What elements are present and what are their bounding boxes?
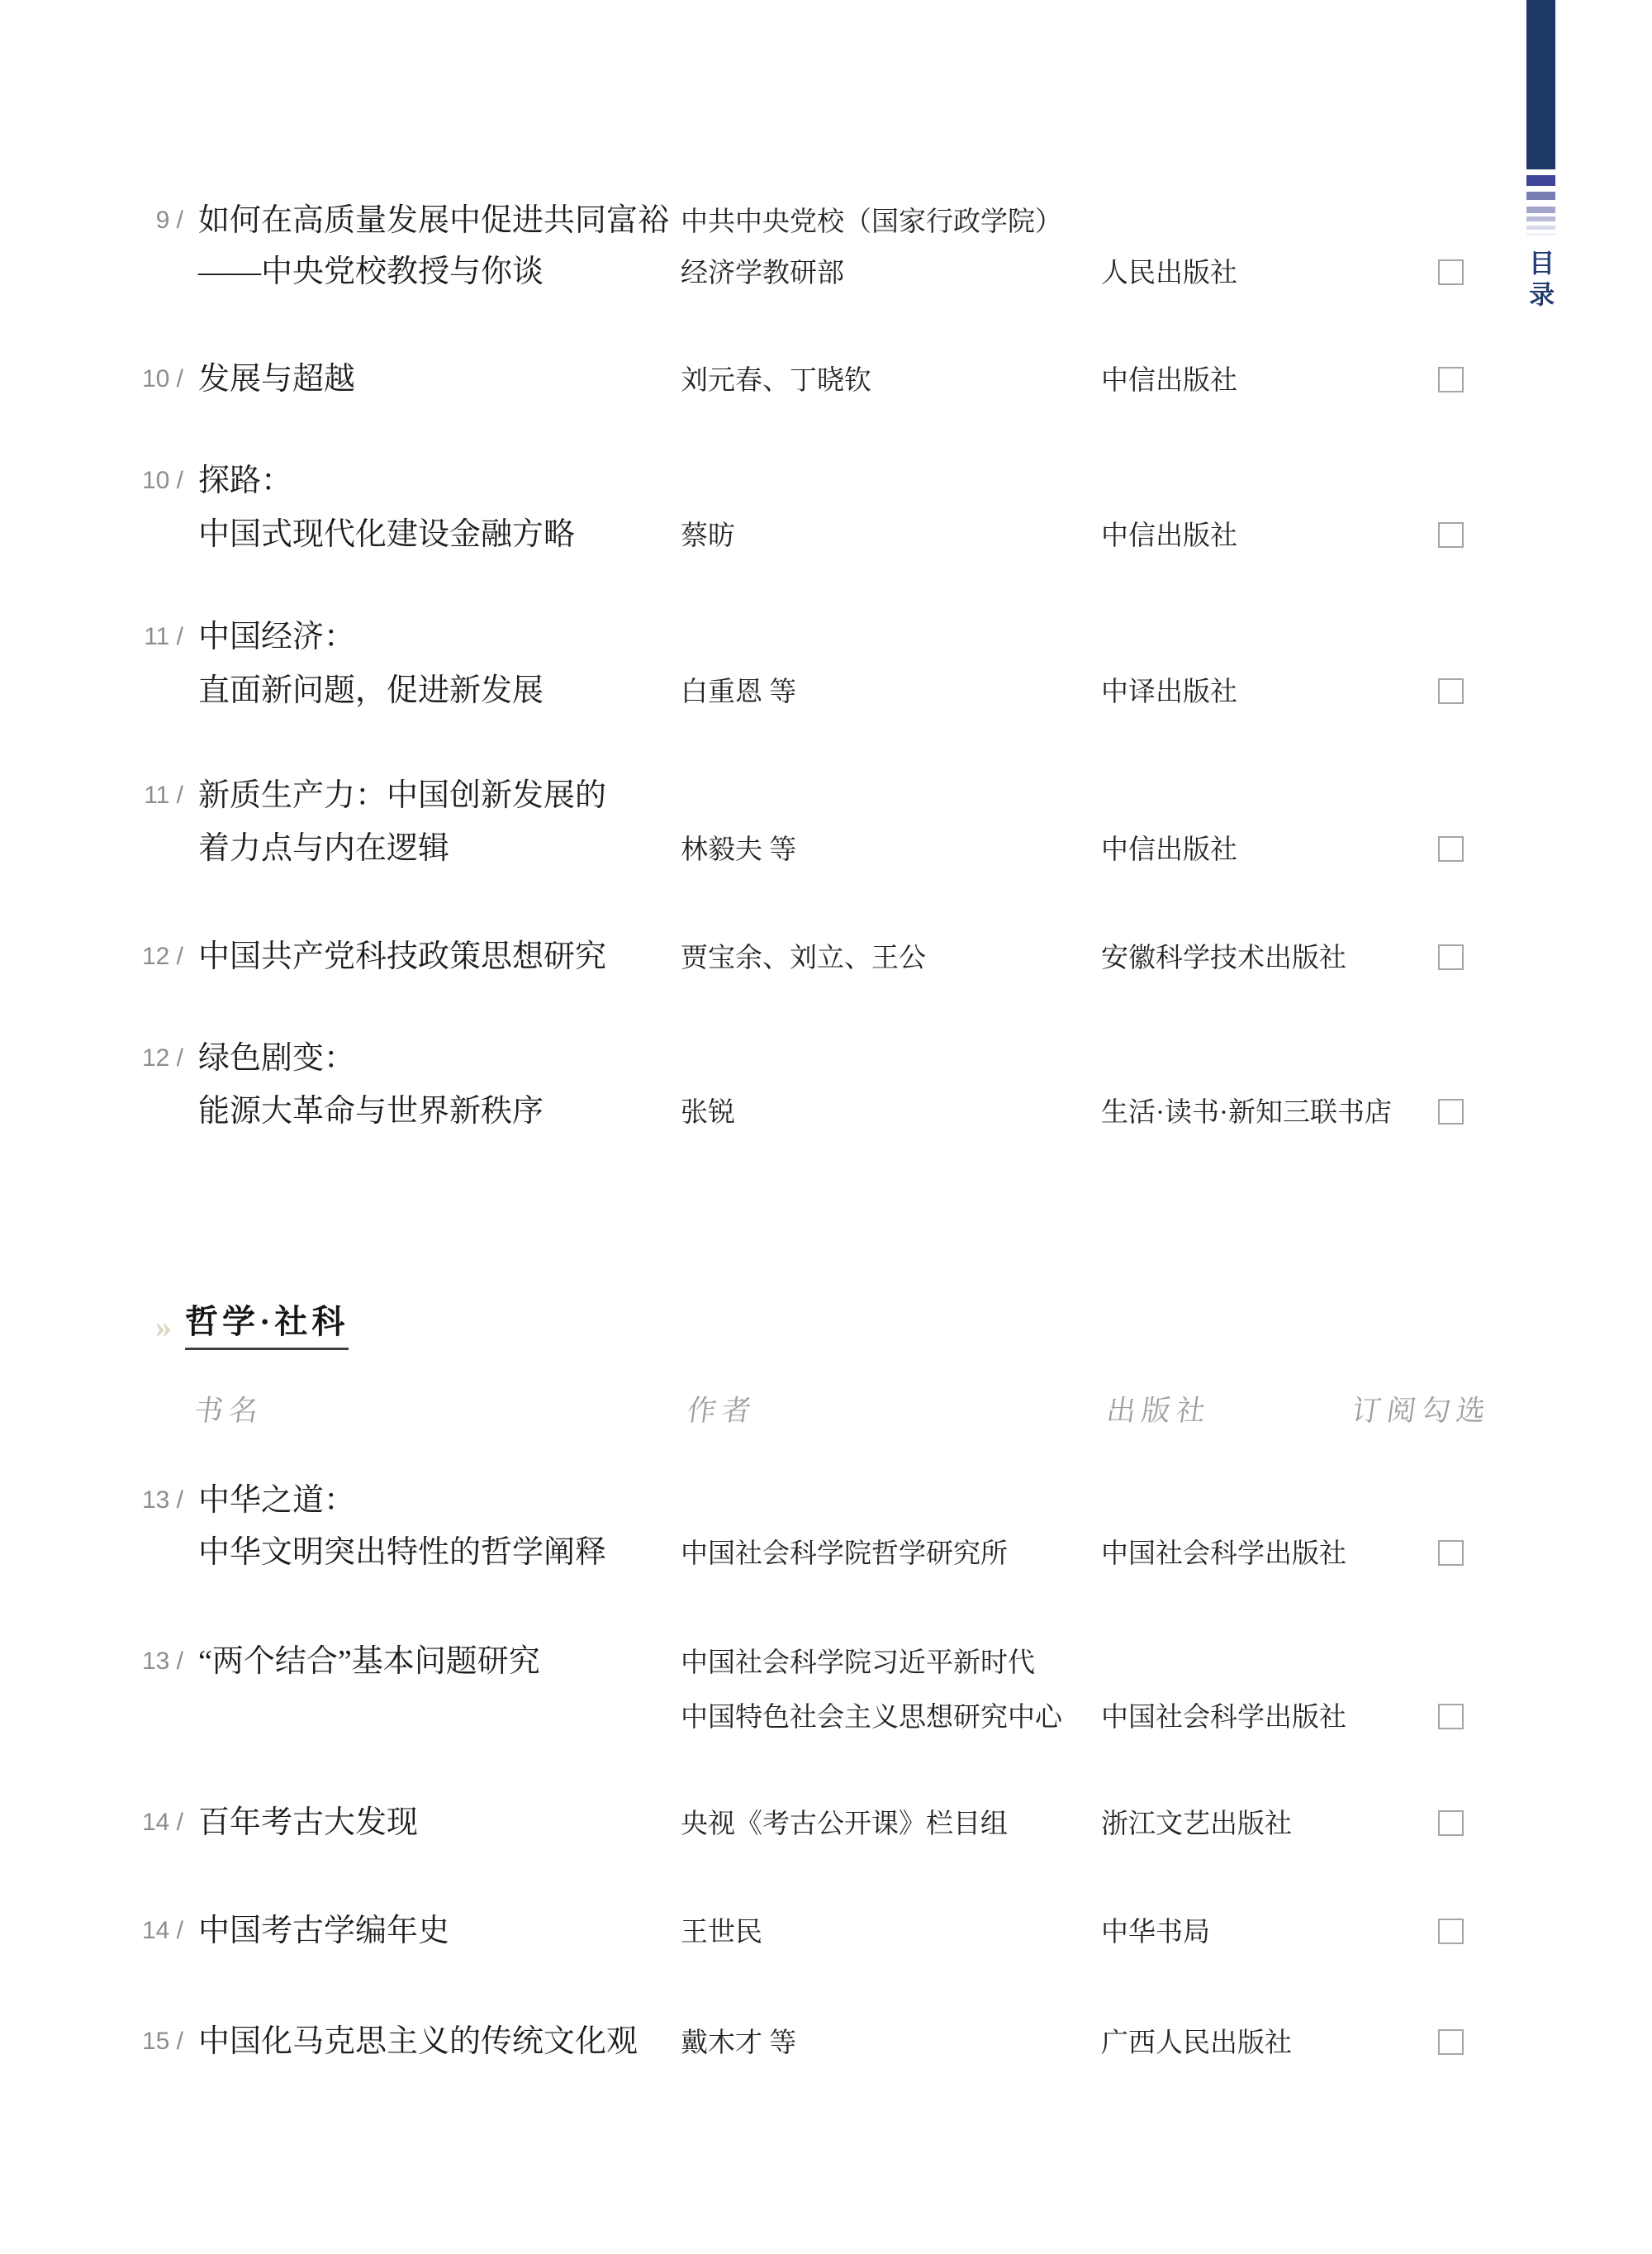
subscribe-checkbox[interactable]	[1438, 1099, 1464, 1125]
book-publisher: 中国社会科学出版社	[1101, 1539, 1346, 1569]
book-author-line2: 经济学教研部	[681, 259, 844, 288]
book-author-line2: 中国特色社会主义思想研究中心	[681, 1703, 1062, 1733]
subscribe-checkbox[interactable]	[1438, 367, 1464, 392]
entry-row	[0, 1915, 1652, 1960]
book-publisher: 中国社会科学出版社	[1101, 1703, 1346, 1733]
book-title-line2: 着力点与内在逻辑	[198, 831, 450, 866]
book-publisher: 中译出版社	[1101, 678, 1237, 707]
entry-row	[0, 465, 1652, 510]
entry-page-number: 12 /	[141, 943, 183, 970]
book-title: 新质生产力：中国创新发展的	[198, 778, 607, 813]
book-title: “两个结合”基本问题研究	[198, 1644, 540, 1679]
book-publisher: 广西人民出版社	[1101, 2028, 1292, 2058]
book-author: 王世民	[681, 1918, 762, 1947]
entry-page-number: 11 /	[144, 623, 183, 650]
subscribe-checkbox[interactable]	[1438, 836, 1464, 862]
entry-page-number: 14 /	[141, 1809, 183, 1836]
entry-page-number: 12 /	[141, 1044, 183, 1072]
book-title-line2: 中国式现代化建设金融方略	[198, 517, 576, 552]
entry-page-number: 10 /	[141, 365, 183, 392]
table-header-row	[0, 1396, 1652, 1441]
column-header-publisher: 出版社	[1104, 1395, 1213, 1427]
entry-row	[0, 519, 1652, 564]
book-title: 百年考古大发现	[198, 1805, 419, 1840]
entry-page-number: 13 /	[141, 1648, 183, 1675]
column-header-author: 作者	[685, 1395, 759, 1427]
book-publisher: 人民出版社	[1101, 259, 1237, 288]
entry-row	[0, 256, 1652, 301]
entry-row	[0, 1485, 1652, 1529]
entry-page-number: 9 /	[155, 207, 183, 234]
book-author: 戴木才 等	[681, 2028, 797, 2058]
book-title: 绿色剧变：	[198, 1041, 356, 1076]
subscribe-checkbox[interactable]	[1438, 259, 1464, 285]
book-publisher: 安徽科学技术出版社	[1101, 944, 1346, 973]
entry-page-number: 11 /	[144, 782, 183, 809]
entry-page-number: 10 /	[141, 467, 183, 494]
entry-row	[0, 1646, 1652, 1690]
book-author: 中共中央党校（国家行政学院）	[681, 207, 1062, 237]
section-title: 哲学·社科	[185, 1304, 349, 1350]
entry-row	[0, 2026, 1652, 2071]
book-title-line2: ——中央党校教授与你谈	[198, 254, 544, 289]
book-title: 中国共产党科技政策思想研究	[198, 939, 607, 974]
book-author: 蔡昉	[681, 521, 735, 551]
entry-row	[0, 1043, 1652, 1087]
subscribe-checkbox[interactable]	[1438, 1919, 1464, 1944]
entry-row	[0, 1537, 1652, 1581]
book-author: 刘元春、丁晓钦	[681, 366, 871, 396]
entry-page-number: 14 /	[141, 1917, 183, 1944]
entry-row	[0, 675, 1652, 720]
book-author: 中国社会科学院哲学研究所	[681, 1539, 1008, 1569]
book-author: 中国社会科学院习近平新时代	[681, 1648, 1035, 1678]
book-author: 林毅夫 等	[681, 835, 797, 865]
book-publisher: 中华书局	[1101, 1918, 1210, 1947]
book-publisher: 浙江文艺出版社	[1101, 1809, 1292, 1839]
book-title: 中国考古学编年史	[198, 1914, 450, 1948]
book-title: 中国经济：	[198, 620, 356, 654]
book-title-line2: 中华文明突出特性的哲学阐释	[198, 1535, 607, 1570]
book-publisher: 中信出版社	[1101, 366, 1237, 396]
book-title: 中国化马克思主义的传统文化观	[198, 2024, 638, 2059]
toc-vertical-label: 目录	[1525, 250, 1555, 312]
book-title: 探路：	[198, 464, 293, 498]
entry-row	[0, 1700, 1652, 1745]
section-chevron-icon: »	[155, 1308, 172, 1345]
column-header-subscribe: 订阅勾选	[1350, 1395, 1493, 1427]
book-title: 中华之道：	[198, 1483, 356, 1518]
entry-row	[0, 780, 1652, 825]
entry-row	[0, 205, 1652, 250]
entry-row	[0, 364, 1652, 408]
book-title-line2: 能源大革命与世界新秩序	[198, 1094, 544, 1129]
entry-page-number: 13 /	[141, 1486, 183, 1514]
decor-bar	[1526, 0, 1555, 169]
book-author: 白重恩 等	[681, 678, 797, 707]
entry-row	[0, 1096, 1652, 1140]
book-publisher: 生活·读书·新知三联书店	[1101, 1098, 1392, 1128]
subscribe-checkbox[interactable]	[1438, 522, 1464, 548]
entry-row	[0, 833, 1652, 877]
book-author: 央视《考古公开课》栏目组	[681, 1809, 1008, 1839]
entry-row	[0, 1807, 1652, 1852]
entry-page-number: 15 /	[141, 2028, 183, 2055]
subscribe-checkbox[interactable]	[1438, 944, 1464, 970]
entry-row	[0, 941, 1652, 986]
decor-bar	[1526, 192, 1555, 200]
entry-row	[0, 621, 1652, 666]
book-publisher: 中信出版社	[1101, 521, 1237, 551]
subscribe-checkbox[interactable]	[1438, 1704, 1464, 1729]
column-header-book: 书名	[192, 1395, 266, 1427]
book-author: 张锐	[681, 1098, 735, 1128]
book-publisher: 中信出版社	[1101, 835, 1237, 865]
book-author: 贾宝余、刘立、王公	[681, 944, 926, 973]
subscribe-checkbox[interactable]	[1438, 1810, 1464, 1836]
book-title-line2: 直面新问题，促进新发展	[198, 673, 544, 708]
section-header	[0, 1304, 1652, 1362]
book-title: 如何在高质量发展中促进共同富裕	[198, 203, 670, 238]
subscribe-checkbox[interactable]	[1438, 1540, 1464, 1566]
subscribe-checkbox[interactable]	[1438, 678, 1464, 704]
subscribe-checkbox[interactable]	[1438, 2029, 1464, 2055]
decor-bar	[1526, 175, 1555, 186]
book-title: 发展与超越	[198, 362, 356, 397]
